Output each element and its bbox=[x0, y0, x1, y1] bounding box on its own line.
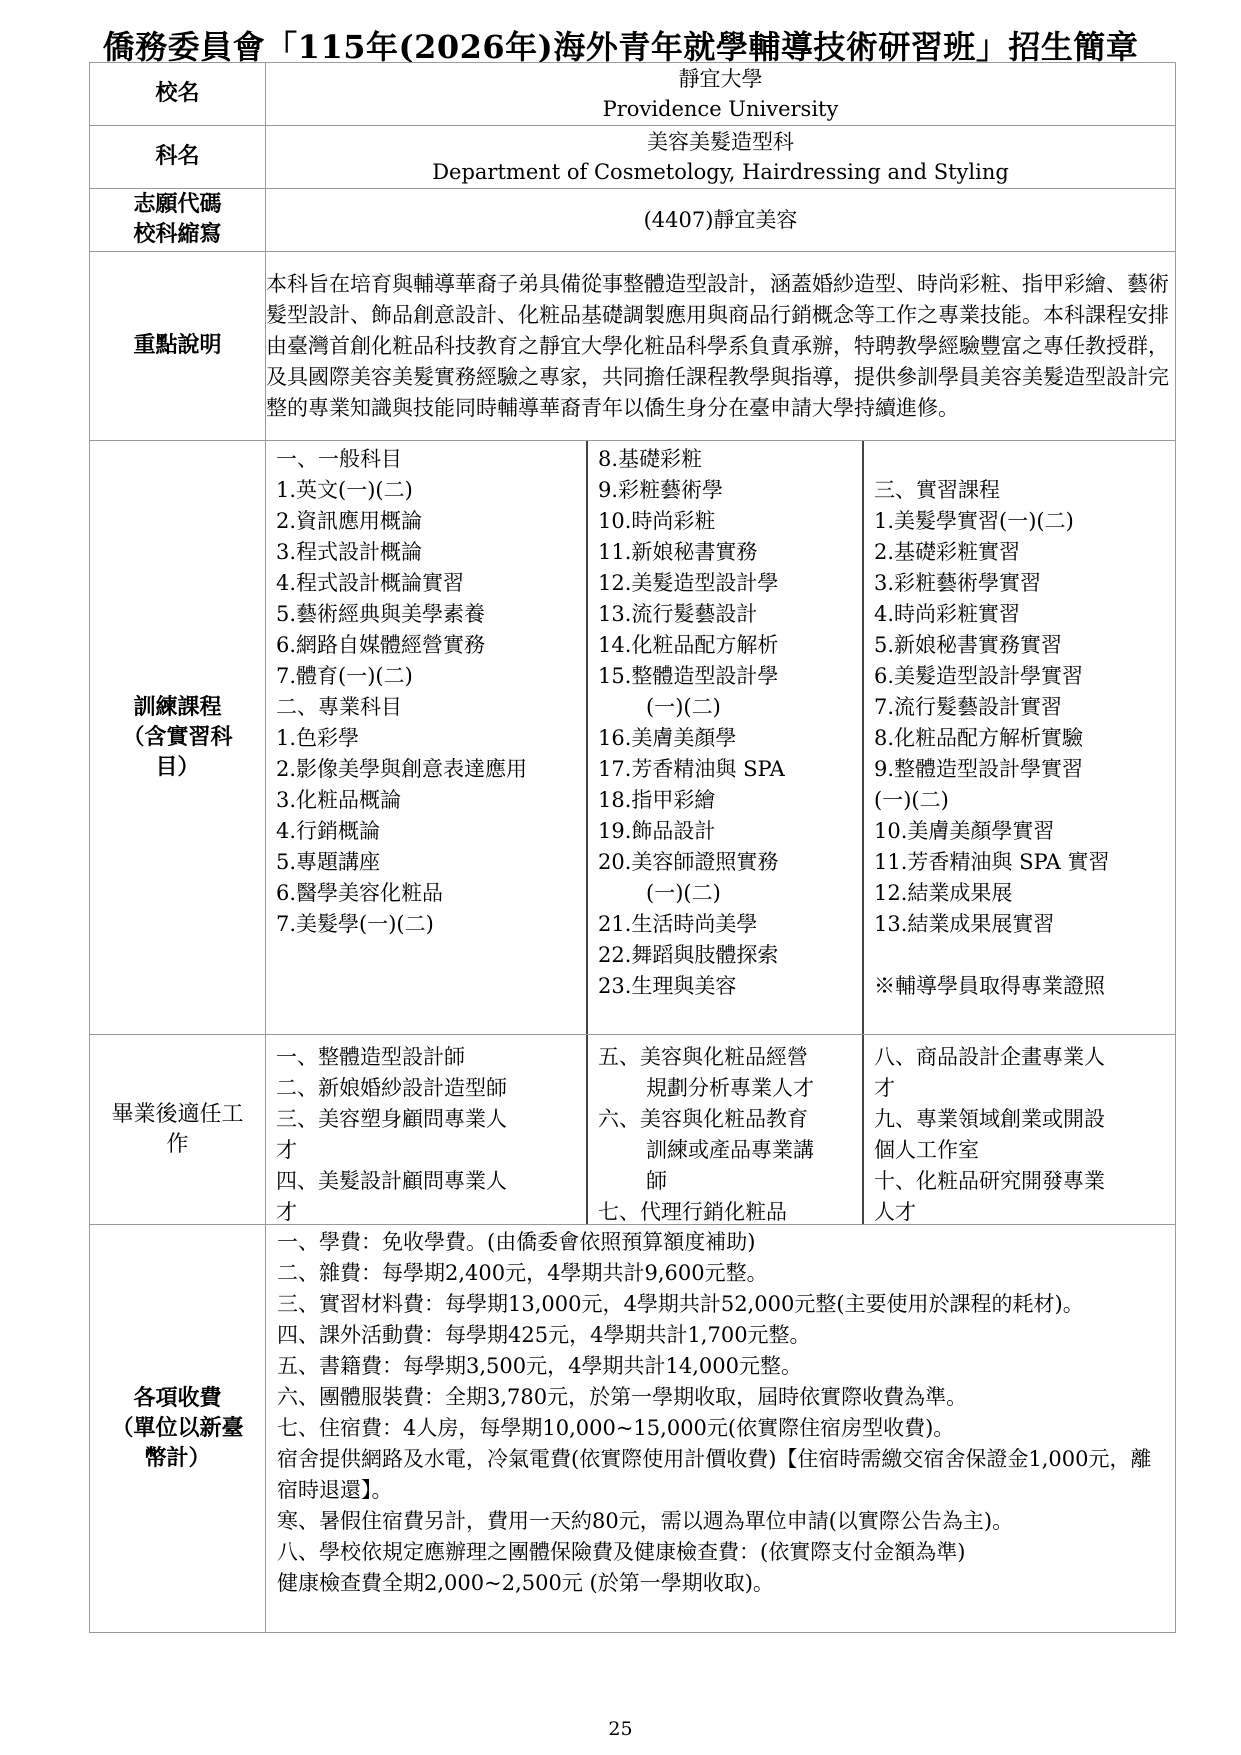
career-item: 才 bbox=[276, 1138, 297, 1162]
career-item: 人才 bbox=[874, 1200, 916, 1224]
fee-item: 二、雜費：每學期2,400元，4學期共計9,600元整。 bbox=[277, 1261, 768, 1285]
page-number: 25 bbox=[608, 1718, 633, 1740]
course-item: 20.美容師證照實務 bbox=[598, 850, 779, 874]
course-item: 5.藝術經典與美學素養 bbox=[276, 602, 486, 626]
row-fees bbox=[90, 1225, 1176, 1633]
fees-label bbox=[90, 1225, 266, 1633]
courses-label-line2: （含實習科 bbox=[122, 724, 233, 750]
career-item: 八、商品設計企畫專業人 bbox=[874, 1045, 1105, 1069]
code-label bbox=[90, 189, 266, 252]
course-item bbox=[874, 940, 1169, 971]
courses-label bbox=[90, 441, 266, 1035]
career-item: 六、美容與化粧品教育 bbox=[598, 1107, 808, 1131]
career-item: 三、美容塑身顧問專業人 bbox=[276, 1107, 507, 1131]
course-item: (一)(二) bbox=[874, 788, 949, 812]
careers-label bbox=[90, 1035, 266, 1225]
course-item: 1.色彩學 bbox=[276, 726, 360, 750]
fee-item: 七、住宿費：4人房，每學期10,000~15,000元(依實際住宿房型收費)。 bbox=[277, 1416, 955, 1440]
course-item: 3.彩粧藝術學實習 bbox=[874, 571, 1042, 595]
school-name-en: Providence University bbox=[602, 97, 839, 121]
career-item: 四、美髮設計顧問專業人 bbox=[276, 1169, 507, 1193]
department-name-en: Department of Cosmetology, Hairdressing and Styling bbox=[432, 160, 1009, 184]
career-item: 訓練或產品專業講 bbox=[646, 1138, 814, 1162]
career-item: 個人工作室 bbox=[874, 1138, 979, 1162]
careers-column-3 bbox=[862, 1035, 1175, 1224]
page-title: 僑務委員會「115年(2026年)海外青年就學輔導技術研習班」招生簡章 bbox=[102, 28, 1139, 66]
course-item: 8.化粧品配方解析實驗 bbox=[874, 726, 1084, 750]
course-item: 5.專題講座 bbox=[276, 850, 381, 874]
row-department bbox=[90, 126, 1176, 189]
course-item bbox=[874, 444, 1169, 475]
course-item: 15.整體造型設計學 bbox=[598, 664, 779, 688]
course-item: 12.美髮造型設計學 bbox=[598, 571, 779, 595]
careers-label-line2: 作 bbox=[166, 1131, 189, 1157]
row-school bbox=[90, 63, 1176, 126]
course-item: 12.結業成果展 bbox=[874, 881, 1013, 905]
courses-label-line3: 目） bbox=[155, 754, 200, 780]
course-item: 6.網路自媒體經營實務 bbox=[276, 633, 486, 657]
career-item: 十、化粧品研究開發專業 bbox=[874, 1169, 1105, 1193]
row-careers bbox=[90, 1035, 1176, 1225]
career-item: 五、美容與化粧品經營 bbox=[598, 1045, 808, 1069]
courses-label-line1: 訓練課程 bbox=[133, 694, 222, 720]
fee-item: 六、團體服裝費：全期3,780元，於第一學期收取，屆時依實際收費為準。 bbox=[277, 1385, 968, 1409]
career-item: 師 bbox=[646, 1169, 667, 1193]
school-name-zh: 靜宜大學 bbox=[678, 67, 763, 91]
career-item: 才 bbox=[874, 1076, 895, 1100]
course-item: 4.行銷概論 bbox=[276, 819, 381, 843]
course-item: 9.整體造型設計學實習 bbox=[874, 757, 1084, 781]
course-item: 三、實習課程 bbox=[874, 478, 1000, 502]
course-item: 7.流行髮藝設計實習 bbox=[874, 695, 1063, 719]
careers-column-1 bbox=[266, 1035, 586, 1224]
course-item: 6.美髮造型設計學實習 bbox=[874, 664, 1084, 688]
careers-column-2 bbox=[586, 1035, 862, 1224]
career-item: 二、新娘婚紗設計造型師 bbox=[276, 1076, 507, 1100]
course-item: 22.舞蹈與肢體探索 bbox=[598, 943, 779, 967]
fee-item: 五、書籍費：每學期3,500元，4學期共計14,000元整。 bbox=[277, 1354, 802, 1378]
course-item: 2.影像美學與創意表達應用 bbox=[276, 757, 528, 781]
careers-columns-cell bbox=[266, 1035, 1176, 1225]
fee-item: 四、課外活動費：每學期425元，4學期共計1,700元整。 bbox=[277, 1323, 811, 1347]
course-item: 3.化粧品概論 bbox=[276, 788, 402, 812]
school-value bbox=[266, 63, 1176, 126]
career-item: 才 bbox=[276, 1200, 297, 1224]
course-item: (一)(二) bbox=[646, 881, 721, 905]
department-label: 科名 bbox=[90, 126, 266, 189]
row-code bbox=[90, 189, 1176, 252]
fee-item: 健康檢查費全期2,000~2,500元 (於第一學期收取)。 bbox=[277, 1571, 774, 1595]
row-description bbox=[90, 252, 1176, 441]
fees-label-line1: 各項收費 bbox=[133, 1385, 222, 1411]
courses-columns-cell bbox=[266, 441, 1176, 1035]
course-item: 4.程式設計概論實習 bbox=[276, 571, 465, 595]
course-item: 10.時尚彩粧 bbox=[598, 509, 716, 533]
course-item: 一、一般科目 bbox=[276, 447, 402, 471]
course-item: 二、專業科目 bbox=[276, 695, 402, 719]
admission-table bbox=[89, 62, 1176, 1633]
school-label: 校名 bbox=[90, 63, 266, 126]
career-item: 九、專業領域創業或開設 bbox=[874, 1107, 1105, 1131]
fee-item: 三、實習材料費：每學期13,000元，4學期共計52,000元整(主要使用於課程的耗材)。 bbox=[277, 1292, 1084, 1316]
course-item: 18.指甲彩繪 bbox=[598, 788, 716, 812]
course-item: 1.美髮學實習(一)(二) bbox=[874, 509, 1074, 533]
course-item: (一)(二) bbox=[646, 695, 721, 719]
course-item: 13.結業成果展實習 bbox=[874, 912, 1055, 936]
courses-columns bbox=[266, 441, 1175, 1034]
career-item: 一、整體造型設計師 bbox=[276, 1045, 465, 1069]
course-item: 11.新娘秘書實務 bbox=[598, 540, 758, 564]
careers-label-line1: 畢業後適任工 bbox=[111, 1101, 244, 1127]
fee-item: 一、學費：免收學費。(由僑委會依照預算額度補助) bbox=[277, 1230, 756, 1254]
course-item: 7.美髮學(一)(二) bbox=[276, 912, 434, 936]
course-item: 13.流行髮藝設計 bbox=[598, 602, 758, 626]
courses-column-2 bbox=[586, 441, 862, 1034]
career-item: 七、代理行銷化粧品 bbox=[598, 1200, 787, 1224]
department-name-zh: 美容美髮造型科 bbox=[647, 130, 794, 154]
course-item: 21.生活時尚美學 bbox=[598, 912, 758, 936]
course-item: 4.時尚彩粧實習 bbox=[874, 602, 1021, 626]
fee-item: 宿舍提供網路及水電，冷氣電費(依實際使用計價收費)【住宿時需繳交宿舍保證金1,000元，離宿時退還】。 bbox=[277, 1447, 1152, 1502]
course-item: 8.基礎彩粧 bbox=[598, 447, 703, 471]
course-item: 16.美膚美顏學 bbox=[598, 726, 737, 750]
course-item: 17.芳香精油與 SPA bbox=[598, 757, 785, 781]
courses-column-3 bbox=[862, 441, 1175, 1034]
row-courses bbox=[90, 441, 1176, 1035]
fees-label-line3: 幣計） bbox=[144, 1445, 211, 1471]
department-value bbox=[266, 126, 1176, 189]
code-label-line2: 校科縮寫 bbox=[133, 222, 222, 247]
course-item: 11.芳香精油與 SPA 實習 bbox=[874, 850, 1110, 874]
description-label: 重點說明 bbox=[90, 252, 266, 441]
course-item: 5.新娘秘書實務實習 bbox=[874, 633, 1063, 657]
course-item: 23.生理與美容 bbox=[598, 974, 737, 998]
course-item: 10.美膚美顏學實習 bbox=[874, 819, 1055, 843]
fee-item: 寒、暑假住宿費另計，費用一天約80元，需以週為單位申請(以實際公告為主)。 bbox=[277, 1509, 1014, 1533]
code-label-line1: 志願代碼 bbox=[133, 192, 222, 217]
code-value: (4407)靜宜美容 bbox=[266, 189, 1176, 252]
course-item: 14.化粧品配方解析 bbox=[598, 633, 779, 657]
course-item: 1.英文(一)(二) bbox=[276, 478, 413, 502]
course-item: 19.飾品設計 bbox=[598, 819, 716, 843]
careers-columns bbox=[266, 1035, 1175, 1224]
courses-column-1 bbox=[266, 441, 586, 1034]
fee-item: 八、學校依規定應辦理之團體保險費及健康檢查費：(依實際支付金額為準) bbox=[277, 1540, 966, 1564]
description-text: 本科旨在培育與輔導華裔子弟具備從事整體造型設計，涵蓋婚紗造型、時尚彩粧、指甲彩繪、藝術髮型設計、飾品創意設計、化粧品基礎調製應用與商品行銷概念等工作之專業技能。本科課程安排由臺灣首創化粧品科技教育之靜宜大學化粧品科學系負責承辦，特聘教學經驗豐富之專任教授群，及具國際美容美髮實務經驗之專家，共同擔任課程教學與指導，提供參訓學員美容美髮造型設計完整的專業知識與技能同時輔導華裔青年以僑生身分在臺申請大學持續進修。 bbox=[266, 252, 1176, 441]
course-item: 9.彩粧藝術學 bbox=[598, 478, 724, 502]
fees-list bbox=[266, 1225, 1176, 1633]
fees-label-line2: （單位以新臺 bbox=[111, 1415, 244, 1441]
course-item: 6.醫學美容化粧品 bbox=[276, 881, 444, 905]
course-item: 2.資訊應用概論 bbox=[276, 509, 423, 533]
course-item: 2.基礎彩粧實習 bbox=[874, 540, 1021, 564]
course-item: 3.程式設計概論 bbox=[276, 540, 423, 564]
course-item: 7.體育(一)(二) bbox=[276, 664, 413, 688]
career-item: 規劃分析專業人才 bbox=[646, 1076, 814, 1100]
certificate-note: ※輔導學員取得專業證照 bbox=[874, 974, 1105, 998]
